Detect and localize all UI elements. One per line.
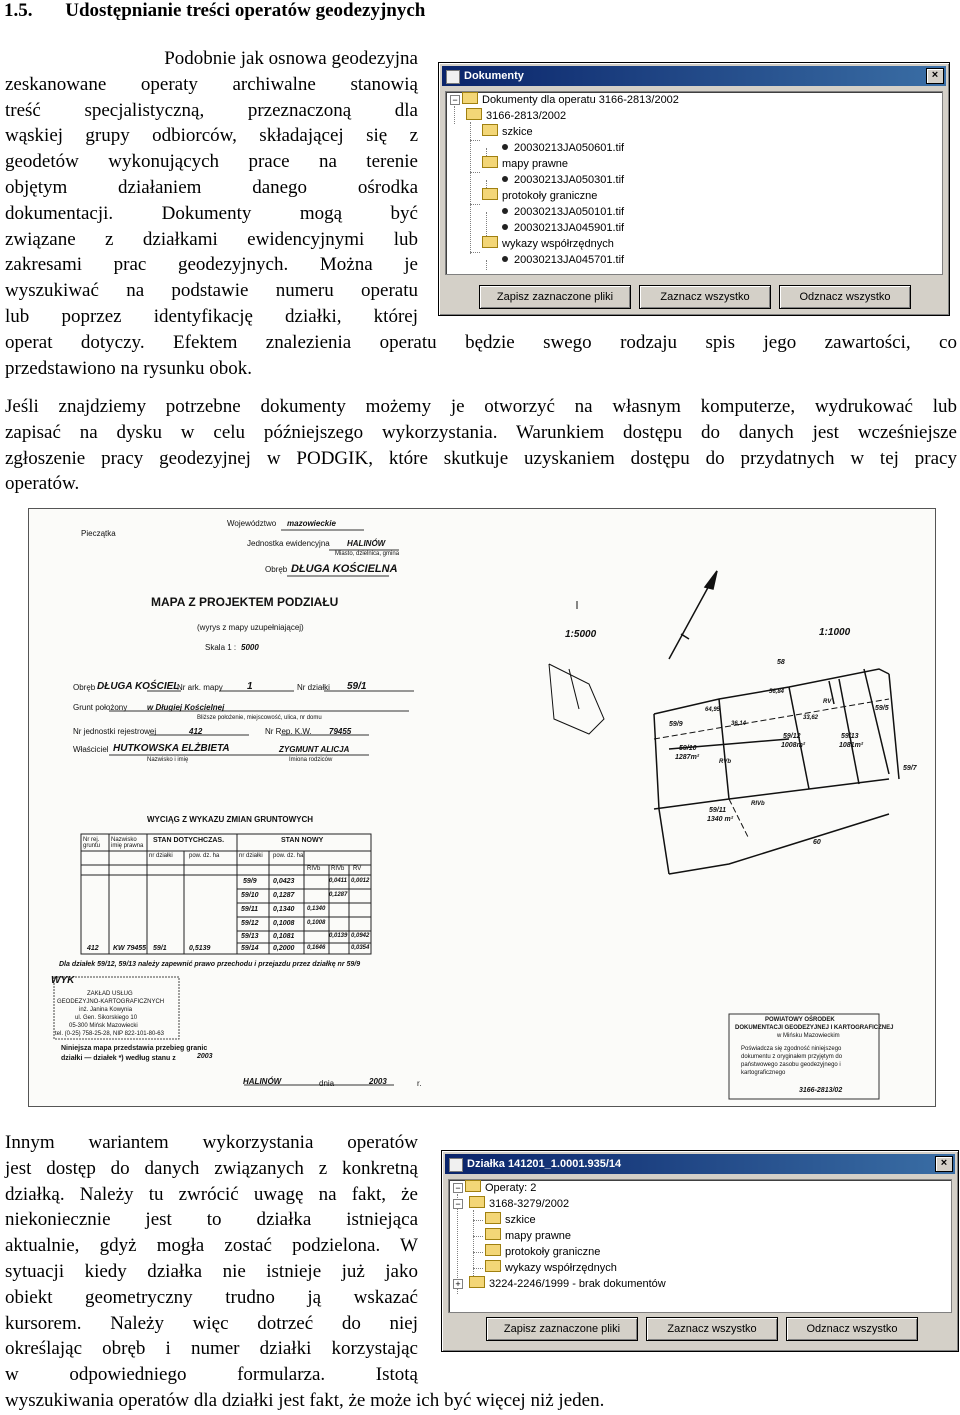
text-line: objętym działaniem danego ośrodka bbox=[5, 176, 418, 198]
field-value: HALINÓW bbox=[347, 539, 386, 548]
contractor-line: GEODEZYJNO-KARTOGRAFICZNYCH bbox=[57, 999, 165, 1005]
tree-file[interactable]: 20030213JA050101.tif bbox=[502, 204, 624, 220]
table-subheader: nr działki bbox=[149, 853, 173, 859]
folder-icon bbox=[469, 1276, 485, 1288]
field-label: Województwo bbox=[227, 519, 277, 528]
table-cell: 0,1340 bbox=[273, 906, 295, 913]
tree-operat[interactable]: 3168-3279/2002 bbox=[469, 1196, 569, 1212]
file-bullet-icon bbox=[502, 144, 508, 150]
text-line: geodetów wykonujących prace na terenie bbox=[5, 151, 418, 173]
map-footer-note: działki — działek *) według stanu z bbox=[61, 1055, 176, 1062]
map-label: 33,62 bbox=[803, 715, 819, 721]
tree-folder-szkice[interactable]: szkice bbox=[482, 124, 533, 140]
office-stamp-number: 3166-2813/02 bbox=[799, 1087, 843, 1094]
table-cell: 0,1081 bbox=[273, 933, 295, 940]
text-line: zakresami prac geodezyjnych. Można je bbox=[5, 254, 418, 276]
select-all-button[interactable]: Zaznacz wszystko bbox=[646, 1317, 778, 1341]
map-label: 59/5 bbox=[875, 705, 889, 712]
dialog-title: Działka 141201_1.0001.935/14 bbox=[467, 1158, 622, 1170]
map-label: RV bbox=[823, 699, 832, 705]
map-footer-note: Niniejsza mapa przedstawia przebieg granic bbox=[61, 1045, 208, 1052]
table-cell: 0,0139 bbox=[329, 933, 348, 939]
select-all-button[interactable]: Zaznacz wszystko bbox=[639, 285, 771, 309]
map-label: 60 bbox=[813, 839, 821, 846]
dialog-title: Dokumenty bbox=[464, 70, 524, 82]
field-value: 412 bbox=[189, 727, 203, 736]
field-value: HUTKOWSKA ELŻBIETA bbox=[113, 743, 230, 754]
table-cell: 59/10 bbox=[241, 892, 259, 899]
folder-icon bbox=[485, 1228, 501, 1240]
place-value: HALINÓW bbox=[243, 1077, 282, 1086]
parcel-area: 1287m² bbox=[675, 754, 700, 761]
contractor-line: ul. Gen. Sikorskiego 10 bbox=[75, 1015, 138, 1021]
tree-operat[interactable]: 3166-2813/2002 bbox=[466, 108, 566, 124]
scale-right: 1:1000 bbox=[819, 627, 851, 638]
map-title: MAPA Z PROJEKTEM PODZIAŁU bbox=[151, 595, 339, 609]
date-value: 2003 bbox=[369, 1077, 387, 1086]
text-line: wyszukiwania operatów dla działki jest fakt, że może ich być więcej niż jeden. bbox=[5, 1390, 605, 1411]
field-value: 59/1 bbox=[347, 681, 367, 692]
table-header: Nr rej. gruntu bbox=[83, 837, 101, 849]
map-label: 58 bbox=[777, 659, 785, 666]
table-cell: 59/12 bbox=[241, 920, 259, 927]
tree-folder-protokoly[interactable]: protokoły graniczne bbox=[482, 188, 597, 204]
text-line: związane z działkami ewidencyjnymi lub bbox=[5, 228, 418, 250]
text-line: lub poprzez identyfikację działki, której bbox=[5, 305, 418, 327]
close-button[interactable]: × bbox=[935, 1156, 953, 1172]
table-cell: 0,5139 bbox=[189, 945, 211, 952]
table-cell: 412 bbox=[87, 945, 99, 952]
collapse-icon[interactable]: − bbox=[453, 1199, 463, 1209]
table-subheader: nr działki bbox=[239, 853, 263, 859]
scale-left: 1:5000 bbox=[565, 629, 597, 640]
text-line: Podobnie jak osnowa geodezyjna bbox=[164, 48, 418, 69]
text-line: treść specjalistyczną, przeznaczoną dla bbox=[5, 99, 418, 121]
deselect-all-button[interactable]: Odznacz wszystko bbox=[786, 1317, 918, 1341]
folder-icon bbox=[469, 1196, 485, 1208]
office-stamp-line: POWIATOWY OŚRODEK bbox=[765, 1017, 835, 1023]
map-label: RIVb bbox=[751, 801, 765, 807]
parcel-id: 59/12 bbox=[783, 733, 801, 740]
contractor-line: 05-300 Mińsk Mazowiecki bbox=[69, 1023, 138, 1029]
office-stamp-line: DOKUMENTACJI GEODEZYJNEJ I KARTOGRAFICZNEJ bbox=[735, 1025, 894, 1031]
folder-icon bbox=[485, 1244, 501, 1256]
operat-tree bbox=[448, 1179, 952, 1313]
table-cell: 0,1008 bbox=[273, 920, 295, 927]
tree-operat[interactable]: 3224-2246/1999 - brak dokumentów bbox=[469, 1276, 666, 1292]
text-line: w odpowiedniego formularza. Istotą bbox=[5, 1364, 418, 1386]
text-line: niekoniecznie jest to działka istniejąca bbox=[5, 1209, 418, 1231]
field-value: 1 bbox=[247, 681, 253, 692]
field-value: ZYGMUNT ALICJA bbox=[279, 745, 350, 754]
table-cell: 0,2000 bbox=[273, 945, 295, 952]
table-cell: 0,1646 bbox=[307, 945, 326, 951]
tree-root[interactable]: Operaty: 2 bbox=[465, 1180, 536, 1196]
text-line: działką. Należy tu zwrócić uwagę na fakt, że bbox=[5, 1183, 418, 1205]
table-cell: 0,1340 bbox=[307, 906, 326, 912]
parcel-id: 59/9 bbox=[669, 721, 683, 728]
field-label: Nr ark. mapy bbox=[177, 683, 223, 692]
tree-folder-wykazy[interactable]: wykazy współrzędnych bbox=[482, 236, 614, 252]
file-bullet-icon bbox=[502, 224, 508, 230]
paragraph-3 bbox=[5, 1130, 418, 1388]
file-bullet-icon bbox=[502, 208, 508, 214]
map-note: Dla działek 59/12, 59/13 należy zapewnić prawo przechodu i przejazdu przez działkę nr 59/9 bbox=[59, 961, 361, 968]
folder-icon bbox=[485, 1260, 501, 1272]
paragraph-1-continued bbox=[5, 330, 957, 382]
expand-icon[interactable]: + bbox=[453, 1279, 463, 1289]
tree-folder-mapy-prawne[interactable]: mapy prawne bbox=[485, 1228, 571, 1244]
field-label: Nr Rep. K.W. bbox=[265, 727, 312, 736]
paragraph-1 bbox=[5, 46, 418, 330]
table-subheader: pow. dz. ha bbox=[189, 853, 220, 859]
tree-file[interactable]: 20030213JA045701.tif bbox=[502, 252, 624, 268]
field-label: Jednostka ewidencyjna bbox=[247, 539, 330, 548]
table-cell: 59/13 bbox=[241, 933, 259, 940]
text-line: dokumentacji. Dokumenty mogą być bbox=[5, 202, 418, 224]
field-value: DŁUGA KOŚCIELNA bbox=[291, 563, 398, 575]
table-header: STAN DOTYCHCZAS. bbox=[153, 837, 225, 844]
table-cell: 0,1287 bbox=[329, 892, 348, 898]
close-button[interactable]: × bbox=[926, 68, 944, 84]
field-value: 79455 bbox=[329, 727, 352, 736]
collapse-icon[interactable]: − bbox=[453, 1183, 463, 1193]
window-icon bbox=[449, 1158, 463, 1172]
dialog-titlebar bbox=[442, 66, 946, 86]
map-label: RVb bbox=[719, 759, 731, 765]
text-line: wyszukiwać na podstawie numeru operatu bbox=[5, 280, 418, 302]
field-label: Skala 1 : bbox=[205, 643, 237, 652]
folder-icon bbox=[465, 1180, 481, 1192]
save-selected-button[interactable]: Zapisz zaznaczone pliki bbox=[479, 285, 631, 309]
office-stamp-text: Poświadcza się zgodność niniejszego dokumentu z oryginałem przyjętym do państwowego zasobu geodezyjnego i kartograficznego bbox=[741, 1046, 843, 1076]
tree-folder-mapy-prawne[interactable]: mapy prawne bbox=[482, 156, 568, 172]
text-line: sytuacji kiedy działka nie istnieje już jako bbox=[5, 1260, 418, 1282]
map-label: 36,14 bbox=[731, 721, 747, 727]
contractor-line: tel. (0-25) 758-25-28, NIP 822-101-80-63 bbox=[55, 1031, 164, 1037]
contractor-line: ZAKŁAD USŁUG bbox=[87, 991, 133, 997]
folder-icon bbox=[482, 124, 498, 136]
field-label: Obręb bbox=[73, 683, 96, 692]
text-line: obiekt geometryczny trudno ją wskazać bbox=[5, 1286, 418, 1308]
parcel-dialog bbox=[441, 1150, 959, 1352]
text-line: wąskiej grupy odbiorców, składającej się z bbox=[5, 125, 418, 147]
field-label: Grunt położony bbox=[73, 703, 128, 712]
field-hint: Bliższe położenie, miejscowość, ulica, nr domu bbox=[197, 715, 322, 721]
map-footer-year: 2003 bbox=[197, 1053, 213, 1060]
table-cell: 0,0012 bbox=[351, 878, 370, 884]
table-subheader: RV bbox=[353, 866, 362, 872]
field-value: DŁUGA KOŚCIEL bbox=[97, 681, 180, 692]
table-cell: 59/11 bbox=[241, 906, 258, 913]
date-suffix: r. bbox=[417, 1079, 422, 1088]
field-label: Właściciel bbox=[73, 745, 109, 754]
map-label: 64,95 bbox=[705, 707, 721, 713]
file-bullet-icon bbox=[502, 256, 508, 262]
table-cell: 59/1 bbox=[153, 945, 167, 952]
text-line: operatów. bbox=[5, 473, 80, 495]
table-cell: 59/14 bbox=[241, 945, 259, 952]
tree-folder-wykazy[interactable]: wykazy współrzędnych bbox=[485, 1260, 617, 1276]
documents-dialog bbox=[438, 62, 950, 316]
save-selected-button[interactable]: Zapisz zaznaczone pliki bbox=[486, 1317, 638, 1341]
folder-icon bbox=[482, 156, 498, 168]
field-value: mazowieckie bbox=[287, 519, 336, 528]
date-label: dnia bbox=[319, 1079, 335, 1088]
tree-file[interactable]: 20030213JA050301.tif bbox=[502, 172, 624, 188]
text-line: przedstawiono na rysunku obok. bbox=[5, 357, 252, 379]
scanned-map-document bbox=[28, 508, 936, 1107]
parcel-id: 59/10 bbox=[679, 745, 697, 752]
table-cell: 0,1008 bbox=[307, 920, 326, 926]
section-title: Udostępnianie treści operatów geodezyjnych bbox=[65, 0, 426, 21]
field-hint: Nazwisko i imię bbox=[147, 757, 189, 763]
table-cell: 0,0411 bbox=[329, 878, 347, 884]
document-tree bbox=[445, 91, 943, 275]
map-label: 56,84 bbox=[769, 689, 785, 695]
paragraph-3-continued bbox=[5, 1388, 957, 1414]
folder-icon bbox=[482, 236, 498, 248]
folder-icon bbox=[485, 1212, 501, 1224]
text-line: aktualnie, gdyż mogła zostać podzielona. W bbox=[5, 1235, 418, 1257]
field-value: w Długiej Kościelnej bbox=[147, 703, 225, 712]
window-icon bbox=[446, 70, 460, 84]
parcel-id: 59/13 bbox=[841, 733, 859, 740]
table-header: Nazwisko imię prawna bbox=[111, 837, 144, 849]
text-line: określając obręb i numer działki korzystając bbox=[5, 1338, 418, 1360]
field-hint: Imiona rodziców bbox=[289, 757, 333, 763]
stamp-label: Pieczątka bbox=[81, 529, 116, 538]
parcel-area: 1340 m² bbox=[707, 816, 734, 823]
tree-root[interactable]: Dokumenty dla operatu 3166-2813/2002 bbox=[462, 92, 679, 108]
table-subheader: pow. dz. ha bbox=[273, 853, 304, 859]
parcel-area: 1008m² bbox=[781, 742, 806, 749]
table-cell: KW 79455 bbox=[113, 945, 147, 952]
folder-icon bbox=[462, 92, 478, 104]
tree-file[interactable]: 20030213JA045901.tif bbox=[502, 220, 624, 236]
tree-folder-protokoly[interactable]: protokoły graniczne bbox=[485, 1244, 600, 1260]
map-label: 59/7 bbox=[903, 765, 917, 772]
tree-file[interactable]: 20030213JA050601.tif bbox=[502, 140, 624, 156]
table-title: WYCIĄG Z WYKAZU ZMIAN GRUNTOWYCH bbox=[147, 815, 314, 824]
text-line: zapisać na dysku w celu późniejszego wykorzystania. Warunkiem dostępu do danych jest wcześniejsze bbox=[5, 421, 957, 443]
office-stamp-line: w Mińsku Mazowieckim bbox=[777, 1033, 840, 1039]
folder-icon bbox=[466, 108, 482, 120]
table-cell: 0,1287 bbox=[273, 892, 295, 899]
table-header: STAN NOWY bbox=[281, 837, 324, 844]
table-cell: 0,0942 bbox=[351, 933, 370, 939]
collapse-icon[interactable]: − bbox=[450, 95, 460, 105]
paragraph-2 bbox=[5, 394, 957, 497]
text-line: operat dotyczy. Efektem znalezienia operatu będzie swego rodzaju spis jego zawartości, co bbox=[5, 332, 957, 353]
deselect-all-button[interactable]: Odznacz wszystko bbox=[779, 285, 911, 309]
table-cell: 59/9 bbox=[243, 878, 257, 885]
table-cell: 0,0354 bbox=[351, 945, 370, 951]
file-bullet-icon bbox=[502, 176, 508, 182]
table-subheader: RIVb bbox=[307, 866, 321, 872]
text-line: zeskanowane operaty archiwalne stanowią bbox=[5, 73, 418, 95]
folder-icon bbox=[482, 188, 498, 200]
contractor-abbrev: WYK bbox=[51, 975, 75, 986]
field-hint: Miasto, dzielnica, gmina bbox=[335, 551, 400, 557]
section-number: 1.5. bbox=[4, 0, 33, 21]
text-line: Innym wariantem wykorzystania operatów bbox=[5, 1132, 418, 1153]
field-label: Nr jednostki rejestrowej bbox=[73, 727, 157, 736]
dialog-titlebar bbox=[445, 1154, 955, 1174]
text-line: zgłoszenie pracy geodezyjnej w PODGIK, które skutkuje uzyskaniem dostępu do przydatnych w tej pracy bbox=[5, 447, 957, 469]
parcel-id: 59/11 bbox=[709, 807, 726, 814]
contractor-line: inż. Janina Kowynia bbox=[79, 1007, 133, 1013]
table-cell: 0,0423 bbox=[273, 878, 295, 885]
parcel-area: 1081m² bbox=[839, 742, 864, 749]
text-line: jest dostęp do danych związanych z konkretną bbox=[5, 1157, 418, 1179]
text-line: kursorem. Należy więc dotrzeć do niej bbox=[5, 1312, 418, 1334]
field-label: Obręb bbox=[265, 565, 288, 574]
field-value: 5000 bbox=[241, 643, 259, 652]
text-line: Jeśli znajdziemy potrzebne dokumenty możemy je otworzyć na własnym komputerze, wydrukować lub bbox=[5, 396, 957, 417]
map-subtitle: (wyrys z mapy uzupełniającej) bbox=[197, 623, 304, 632]
table-subheader: RIVb bbox=[331, 866, 345, 872]
section-heading bbox=[4, 0, 425, 22]
field-label: Nr działki bbox=[297, 683, 330, 692]
tree-folder-szkice[interactable]: szkice bbox=[485, 1212, 536, 1228]
